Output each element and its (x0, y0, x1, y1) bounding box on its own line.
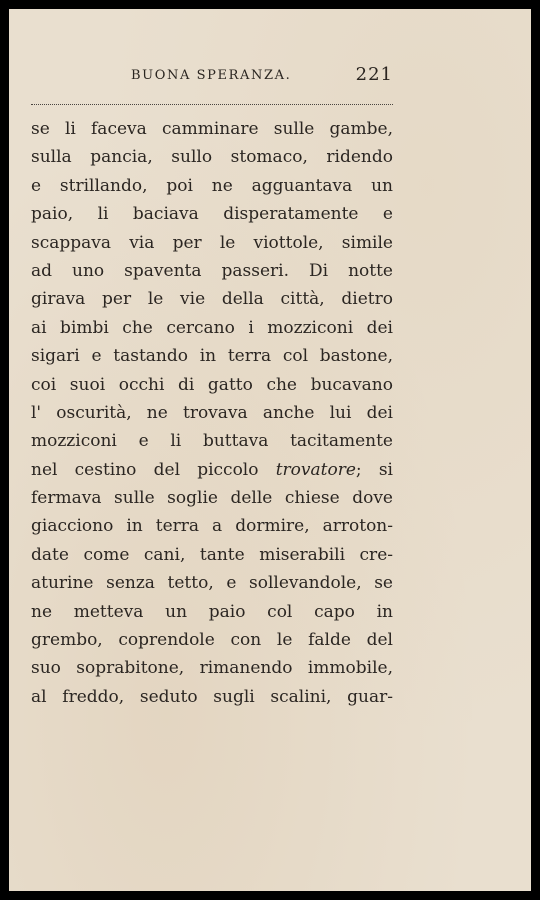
body-text (31, 115, 393, 711)
text-line: ad uno spaventa passeri. Di notte (31, 260, 393, 281)
text-line: fermava sulle soglie delle chiese dove (31, 488, 393, 509)
text-line: giacciono in terra a dormire, arroton- (31, 516, 393, 537)
text-line: grembo, coprendole con le falde del (31, 630, 393, 651)
text-line: sulla pancia, sullo stomaco, ridendo (31, 147, 393, 168)
text-line: se li faceva camminare sulle gambe, (31, 119, 393, 139)
page-header (31, 64, 393, 90)
header-rule (31, 104, 393, 105)
text-line: scappava via per le viottole, simile (31, 232, 393, 253)
page-number: 221 (355, 64, 393, 85)
text-line: e strillando, poi ne agguantava un (31, 175, 393, 196)
book-page (9, 9, 531, 891)
text-line: ai bimbi che cercano i mozziconi dei (31, 317, 393, 338)
text-line: girava per le vie della città, dietro (31, 289, 393, 310)
running-title: BUONA SPERANZA. (131, 68, 292, 83)
text-segment: nel cestino del piccolo (31, 459, 259, 480)
text-line: l' oscurità, ne trovava anche lui dei (31, 402, 393, 423)
text-line: al freddo, seduto sugli scalini, guar- (31, 686, 393, 707)
text-segment: ; si (355, 459, 393, 480)
text-line: sigari e tastando in terra col bastone, (31, 346, 393, 367)
text-line: suo soprabitone, rimanendo immobile, (31, 658, 393, 679)
text-line: coi suoi occhi di gatto che bucavano (31, 374, 393, 395)
text-line (31, 456, 393, 484)
text-line: date come cani, tante miserabili cre- (31, 544, 393, 565)
text-line: mozziconi e li buttava tacitamente (31, 431, 393, 452)
italic-word: trovatore (275, 459, 356, 480)
text-line: paio, li baciava disperatamente e (31, 204, 393, 225)
text-line: ne metteva un paio col capo in (31, 601, 393, 622)
text-line: aturine senza tetto, e sollevandole, se (31, 573, 393, 594)
